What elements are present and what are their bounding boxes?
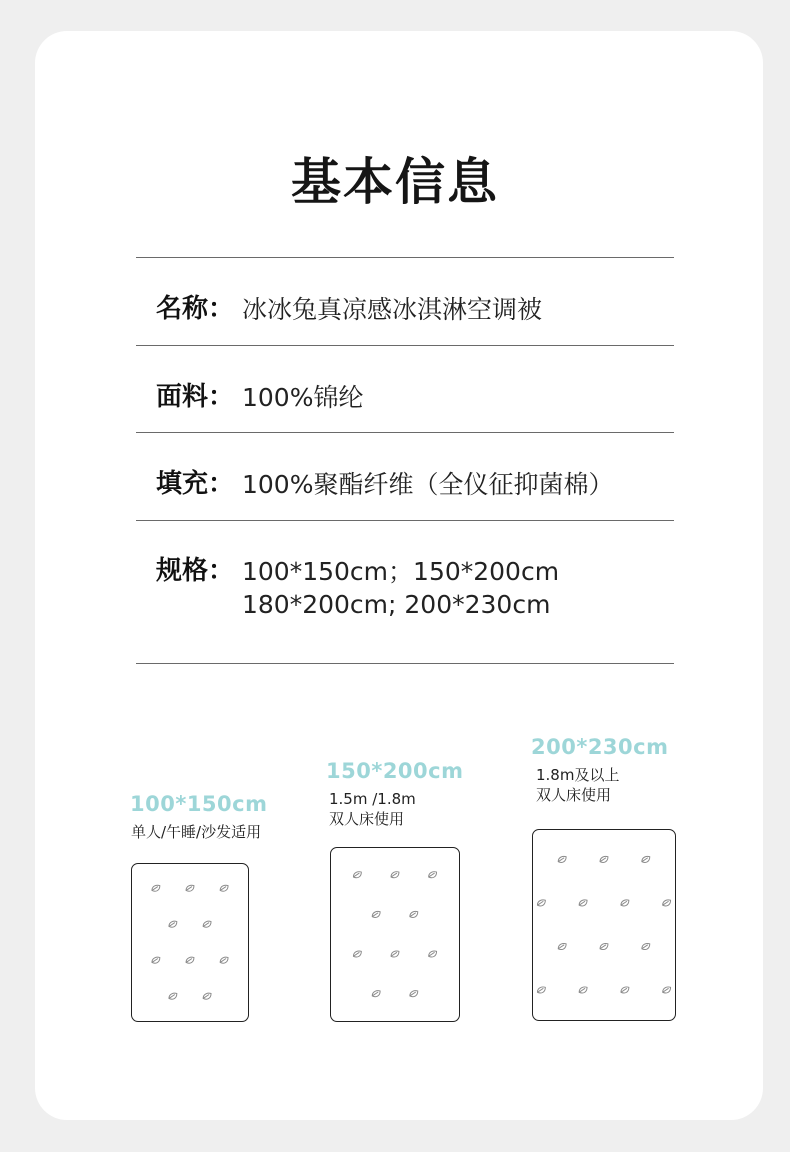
spec-label: 规格： — [156, 556, 235, 586]
fabric-label: 面料： — [156, 382, 235, 412]
name-label: 名称： — [156, 294, 235, 324]
leaf-pattern — [331, 848, 459, 1021]
leaf-icon — [621, 987, 629, 993]
quilt-illustration — [131, 863, 249, 1022]
leaf-icon — [220, 885, 228, 891]
leaf-icon — [353, 872, 361, 878]
leaf-icon — [642, 856, 650, 862]
size-desc-line: 双人床使用 — [536, 786, 612, 804]
leaf-icon — [353, 951, 361, 957]
leaf-icon — [372, 911, 380, 917]
leaf-icon — [391, 951, 399, 957]
size-desc-line: 1.5m /1.8m — [329, 790, 416, 808]
size-title: 100*150cm — [130, 792, 268, 816]
leaf-icon — [152, 885, 160, 891]
filling-value: 100%聚酯纤维（全仪征抑菌棉） — [242, 470, 614, 499]
size-title: 200*230cm — [531, 735, 669, 759]
divider — [136, 432, 674, 433]
leaf-icon — [663, 987, 671, 993]
size-description — [329, 789, 416, 829]
divider — [136, 663, 674, 664]
quilt-illustration — [330, 847, 460, 1022]
size-desc-line: 1.8m及以上 — [536, 766, 620, 784]
leaf-icon — [391, 872, 399, 878]
leaf-icon — [169, 921, 177, 927]
leaf-pattern — [533, 830, 675, 1020]
leaf-icon — [537, 900, 545, 906]
divider — [136, 345, 674, 346]
leaf-icon — [410, 911, 418, 917]
leaf-icon — [186, 957, 194, 963]
size-title: 150*200cm — [326, 759, 464, 783]
leaf-icon — [579, 900, 587, 906]
leaf-icon — [410, 991, 418, 997]
quilt-illustration — [532, 829, 676, 1021]
leaf-icon — [203, 993, 211, 999]
leaf-icon — [169, 993, 177, 999]
leaf-icon — [152, 957, 160, 963]
leaf-icon — [220, 957, 228, 963]
leaf-icon — [558, 943, 566, 949]
spec-value-line2: 180*200cm; 200*230cm — [242, 590, 551, 619]
filling-label: 填充： — [156, 469, 235, 499]
divider — [136, 257, 674, 258]
size-desc-line: 双人床使用 — [329, 810, 405, 828]
leaf-icon — [429, 872, 437, 878]
size-description — [536, 765, 619, 805]
size-description — [131, 822, 261, 842]
spec-value: 100*150cm；150*200cm — [242, 557, 560, 586]
leaf-icon — [203, 921, 211, 927]
leaf-icon — [186, 885, 194, 891]
leaf-icon — [663, 900, 671, 906]
leaf-icon — [429, 951, 437, 957]
leaf-pattern — [132, 864, 248, 1021]
divider — [136, 520, 674, 521]
leaf-icon — [558, 856, 566, 862]
leaf-icon — [579, 987, 587, 993]
page-title: 基本信息 — [291, 153, 499, 211]
leaf-icon — [372, 991, 380, 997]
fabric-value: 100%锦纶 — [242, 383, 364, 412]
size-desc-line: 单人/午睡/沙发适用 — [131, 823, 262, 841]
leaf-icon — [537, 987, 545, 993]
leaf-icon — [600, 856, 608, 862]
leaf-icon — [621, 900, 629, 906]
name-value: 冰冰兔真凉感冰淇淋空调被 — [242, 295, 543, 324]
leaf-icon — [600, 943, 608, 949]
leaf-icon — [642, 943, 650, 949]
